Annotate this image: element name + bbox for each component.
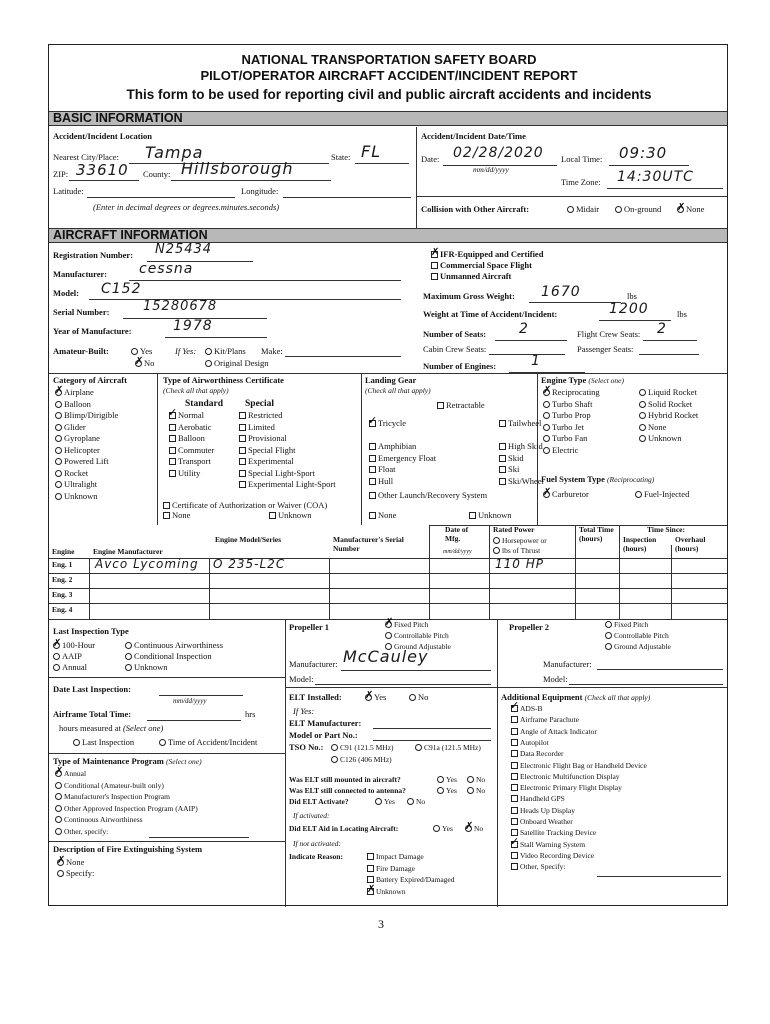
landing-note: (Check all that apply) <box>365 386 431 395</box>
equip-option-7[interactable]: Electronic Primary Flight Display <box>511 784 622 793</box>
lgr-option-3[interactable]: Skid <box>499 454 524 464</box>
fire-title: Description of Fire Extinguishing System <box>53 844 203 854</box>
last-insp-date-fmt: mm/dd/yyyy <box>173 697 207 705</box>
standard-heading: Standard <box>185 399 224 409</box>
th-since: Time Since: <box>647 525 685 534</box>
weight-unit: lbs <box>677 309 687 319</box>
elt-q4: Did ELT Aid in Locating Aircraft: <box>289 824 399 833</box>
etr-option-4[interactable]: Unknown <box>639 434 682 444</box>
elt-q4-yes[interactable]: Yes <box>433 825 453 834</box>
reasons-option-3[interactable]: ✗Unknown <box>367 888 406 897</box>
prop1-model-label: Model: <box>289 674 314 684</box>
insp-aaip[interactable]: AAIP <box>53 652 82 662</box>
maint-option-3[interactable]: Other Approved Inspection Program (AAIP) <box>55 805 198 814</box>
elt-q1-no[interactable]: No <box>467 776 485 785</box>
city-label: Nearest City/Place: <box>53 152 119 162</box>
etl-option-0[interactable]: ✗Reciprocating <box>543 388 600 398</box>
latitude-label: Latitude: <box>53 186 84 196</box>
page-number: 3 <box>378 917 384 931</box>
elt-ifact: If activated: <box>293 811 330 820</box>
equip-option-12[interactable]: ✓Stall Warning System <box>511 841 585 850</box>
maint-option-2[interactable]: Manufacturer's Inspection Program <box>55 793 170 802</box>
weight-value[interactable]: 1200 <box>609 301 649 317</box>
th-hp[interactable]: Horsepower or <box>493 537 547 546</box>
lgl-option-5[interactable]: Hull <box>369 477 393 487</box>
equip-option-11[interactable]: Satellite Tracking Device <box>511 829 596 838</box>
th-date: Date of Mfg. <box>445 525 469 543</box>
cat-option-4[interactable]: Gyroplane <box>55 434 100 444</box>
prop2-mfr-label: Manufacturer: <box>543 659 592 669</box>
hours-measured-label: hours measured at (Select one) <box>59 723 164 733</box>
zip-value[interactable]: 33610 <box>76 161 129 179</box>
report-form <box>48 44 728 906</box>
spc-option-1[interactable]: Limited <box>239 423 275 433</box>
th-inspection: Inspection (hours) <box>623 535 657 553</box>
cat-option-0[interactable]: ✗Airplane <box>55 388 94 398</box>
none-option[interactable]: ✗ None <box>677 205 704 215</box>
timezone-value[interactable]: 14:30UTC <box>617 169 694 185</box>
spc-option-3[interactable]: Special Flight <box>239 446 295 456</box>
elt-q3: Did ELT Activate? <box>289 797 349 806</box>
maint-option-4[interactable]: Continuous Airworthiness <box>55 816 143 825</box>
amateur-ifyes: If Yes: <box>175 346 197 356</box>
cabin-crew-label: Cabin Crew Seats: <box>423 344 487 354</box>
th-thrust[interactable]: lbs of Thrust <box>493 547 540 556</box>
special-heading: Special <box>245 399 275 409</box>
elt-installed-label: ELT Installed: <box>289 692 342 702</box>
onground-option[interactable]: On-ground <box>615 205 661 215</box>
kit-option[interactable]: Kit/Plans <box>205 347 246 357</box>
elt-q3-yes[interactable]: Yes <box>375 798 395 807</box>
insp-annual[interactable]: Annual <box>53 663 87 673</box>
cat-option-2[interactable]: Blimp/Dirigible <box>55 411 118 421</box>
th-overhaul: Overhaul (hours) <box>675 535 706 553</box>
engines-value[interactable]: 1 <box>531 353 541 369</box>
maint-option-1[interactable]: Conditional (Amateur-built only) <box>55 782 164 791</box>
etl-option-2[interactable]: Turbo Prop <box>543 411 591 421</box>
zip-label: ZIP: <box>53 169 69 179</box>
elt-q2-no[interactable]: No <box>467 787 485 796</box>
airframe-time-label: Airframe Total Time: <box>53 709 132 719</box>
county-label: County: <box>143 169 171 179</box>
prop1-ground[interactable]: Ground Adjustable <box>385 643 451 652</box>
elt-c91[interactable]: C91 (121.5 MHz) <box>331 744 394 753</box>
elt-c126[interactable]: C126 (406 MHz) <box>331 756 392 765</box>
datetime-title: Accident/Incident Date/Time <box>421 131 526 141</box>
landing-title: Landing Gear <box>365 375 417 385</box>
equip-option-3[interactable]: Autopilot <box>511 739 549 748</box>
spc-option-6[interactable]: Experimental Light-Sport <box>239 480 336 490</box>
equip-option-0[interactable]: ✓ADS-B <box>511 705 543 714</box>
equip-option-5[interactable]: Electronic Flight Bag or Handheld Device <box>511 762 647 771</box>
seats-value[interactable]: 2 <box>519 321 529 337</box>
mgw-unit: lbs <box>627 291 637 301</box>
amateur-label: Amateur-Built: <box>53 346 109 356</box>
elt-model-label: Model or Part No.: <box>289 730 358 740</box>
cat-option-3[interactable]: Glider <box>55 423 86 433</box>
engine-row-4-label: Eng. 4 <box>52 605 73 614</box>
date-label: Date: <box>421 154 440 164</box>
equip-option-2[interactable]: Angle of Attack Indicator <box>511 728 597 737</box>
state-value[interactable]: FL <box>361 142 382 161</box>
equip-option-6[interactable]: Electronic Multifunction Display <box>511 773 620 782</box>
unmanned-option[interactable]: Unmanned Aircraft <box>431 272 511 282</box>
prop2-model-label: Model: <box>543 674 568 684</box>
weight-label: Weight at Time of Accident/Incident: <box>423 309 558 319</box>
etl-option-3[interactable]: Turbo Jet <box>543 423 584 433</box>
lgr-option-0[interactable]: Tailwheel <box>499 419 541 429</box>
insp-unknown[interactable]: Unknown <box>125 663 168 673</box>
other-launch-option[interactable]: Other Launch/Recovery System <box>369 491 487 501</box>
insp-conditional[interactable]: Conditional Inspection <box>125 652 212 662</box>
prop2-fixed[interactable]: Fixed Pitch <box>605 621 648 630</box>
date-format: mm/dd/yyyy <box>473 165 509 174</box>
th-engine: Engine <box>52 547 75 556</box>
fuel-title: Fuel System Type (Reciprocating) <box>541 474 655 484</box>
location-title: Accident/Incident Location <box>53 131 152 141</box>
elt-ifnot: If not activated: <box>293 839 341 848</box>
amateur-no[interactable]: ✗No <box>135 359 154 369</box>
measured-time-acc[interactable]: Time of Accident/Incident <box>159 738 257 748</box>
model-label: Model: <box>53 288 79 298</box>
etl-option-1[interactable]: Turbo Shaft <box>543 400 593 410</box>
engines-label: Number of Engines: <box>423 361 497 371</box>
elt-q3-no[interactable]: No <box>407 798 425 807</box>
equip-option-9[interactable]: Heads Up Display <box>511 807 575 816</box>
make-label: Make: <box>261 346 283 356</box>
state-label: State: <box>331 152 351 162</box>
local-time-label: Local Time: <box>561 154 603 164</box>
equip-option-13[interactable]: Video Recording Device <box>511 852 594 861</box>
elt-c91a[interactable]: C91a (121.5 MHz) <box>415 744 481 753</box>
reasons-option-0[interactable]: Impact Damage <box>367 853 424 862</box>
elt-q2-yes[interactable]: Yes <box>437 787 457 796</box>
insp-100-hour[interactable]: ✗100-Hour <box>53 641 95 651</box>
th-total: Total Time (hours) <box>579 525 614 543</box>
lgr-option-2[interactable]: High Skid <box>499 442 543 452</box>
reasons-option-2[interactable]: Battery Expired/Damaged <box>367 876 455 885</box>
lgl-option-2[interactable]: Amphibian <box>369 442 416 452</box>
elt-tso-label: TSO No.: <box>289 742 324 752</box>
amateur-yes[interactable]: Yes <box>131 347 152 357</box>
cat-option-6[interactable]: Powered Lift <box>55 457 109 467</box>
cat-option-1[interactable]: Balloon <box>55 400 91 410</box>
etr-option-2[interactable]: Hybrid Rocket <box>639 411 698 421</box>
ifr-option[interactable]: ✗IFR-Equipped and Certified <box>431 250 543 260</box>
equip-option-8[interactable]: Handheld GPS <box>511 795 565 804</box>
flight-crew-value[interactable]: 2 <box>657 321 667 337</box>
inspection-title: Last Inspection Type <box>53 626 129 636</box>
elt-mfr-label: ELT Manufacturer: <box>289 718 362 728</box>
original-design-option[interactable]: Original Design <box>205 359 269 369</box>
agency-title: NATIONAL TRANSPORTATION SAFETY BOARD <box>241 52 537 67</box>
prop2-ground[interactable]: Ground Adjustable <box>605 643 671 652</box>
year-value[interactable]: 1978 <box>173 318 213 334</box>
elt-yes[interactable]: ✗ Yes <box>365 693 386 703</box>
coa-option[interactable]: Certificate of Authorization or Waiver (COA) <box>163 501 327 511</box>
category-title: Category of Aircraft <box>53 375 127 385</box>
etl-option-5[interactable]: Electric <box>543 446 578 456</box>
elt-reason-label: Indicate Reason: <box>289 852 343 861</box>
cat-option-7[interactable]: Rocket <box>55 469 88 479</box>
aw-none-option[interactable]: None <box>163 511 190 521</box>
lg-unknown-option[interactable]: Unknown <box>469 511 512 521</box>
elt-q4-no[interactable]: ✗ No <box>465 825 483 834</box>
mfr-value[interactable]: cessna <box>139 261 194 277</box>
commercial-space-option[interactable]: Commercial Space Flight <box>431 261 532 271</box>
maint-title: Type of Maintenance Program (Select one) <box>53 756 202 766</box>
fire-specify[interactable]: Specify: <box>57 869 94 879</box>
elt-ifyes: If Yes: <box>293 706 315 716</box>
elt-q1-yes[interactable]: Yes <box>437 776 457 785</box>
aw-unknown-option[interactable]: Unknown <box>269 511 312 521</box>
prop1-label: Propeller 1 <box>289 622 330 632</box>
basic-info-header: BASIC INFORMATION <box>49 111 727 126</box>
equip-option-14[interactable]: Other, Specify: <box>511 863 566 872</box>
lg-none-option[interactable]: None <box>369 511 396 521</box>
reasons-option-1[interactable]: Fire Damage <box>367 865 415 874</box>
local-time-value[interactable]: 09:30 <box>619 144 668 162</box>
lgr-option-5[interactable]: Ski/Wheel <box>499 477 544 487</box>
retractable-option[interactable]: Retractable <box>437 401 485 411</box>
airworthiness-title: Type of Airworthiness Certificate <box>163 375 284 385</box>
engine-row-3-label: Eng. 3 <box>52 590 73 599</box>
seats-label: Number of Seats: <box>423 329 487 339</box>
lgl-option-0[interactable]: ✓Tricycle <box>369 419 406 429</box>
insp-continuous[interactable]: Continuous Airworthiness <box>125 641 223 651</box>
mgw-value[interactable]: 1670 <box>541 284 581 300</box>
prop1-mfr-label: Manufacturer: <box>289 659 338 669</box>
coord-note: (Enter in decimal degrees or degrees.minutes.seconds) <box>93 202 280 212</box>
engine-row-1-model[interactable]: O 235-L2C <box>213 557 286 571</box>
airworthiness-note: (Check all that apply) <box>163 386 229 395</box>
engine-type-title: Engine Type (Select one) <box>541 375 625 385</box>
prop1-controllable[interactable]: Controllable Pitch <box>385 632 449 641</box>
prop1-mfr-value[interactable]: McCauley <box>343 647 429 666</box>
timezone-label: Time Zone: <box>561 177 601 187</box>
spc-option-5[interactable]: Special Light-Sport <box>239 469 315 479</box>
equip-title: Additional Equipment (Check all that apply) <box>501 692 651 702</box>
midair-option[interactable]: Midair <box>567 205 599 215</box>
last-insp-date-label: Date Last Inspection: <box>53 684 131 694</box>
std-option-3[interactable]: Commuter <box>169 446 214 456</box>
cat-option-5[interactable]: Helicopter <box>55 446 100 456</box>
equip-option-1[interactable]: Airframe Parachute <box>511 716 579 725</box>
cat-option-8[interactable]: Ultralight <box>55 480 97 490</box>
year-label: Year of Manufacture: <box>53 326 132 336</box>
longitude-label: Longitude: <box>241 186 279 196</box>
elt-no[interactable]: No <box>409 693 428 703</box>
lgl-option-3[interactable]: Emergency Float <box>369 454 436 464</box>
fire-none[interactable]: ✗None <box>57 858 84 868</box>
engine-row-2-label: Eng. 2 <box>52 575 73 584</box>
std-option-0[interactable]: ✓Normal <box>169 411 204 421</box>
lgr-option-4[interactable]: Ski <box>499 465 519 475</box>
prop2-controllable[interactable]: Controllable Pitch <box>605 632 669 641</box>
engine-row-1-power[interactable]: 110 HP <box>495 557 544 571</box>
model-value[interactable]: C152 <box>101 281 142 297</box>
reg-label: Registration Number: <box>53 250 134 260</box>
etr-option-1[interactable]: Solid Rocket <box>639 400 692 410</box>
lgl-option-4[interactable]: Float <box>369 465 395 475</box>
carburetor-option[interactable]: ✗Carburetor <box>543 490 589 500</box>
th-serial: Manufacturer's Serial Number <box>333 535 404 553</box>
prop2-label: Propeller 2 <box>509 622 550 632</box>
county-value[interactable]: Hillsborough <box>181 159 294 178</box>
city-value[interactable]: Tampa <box>145 143 204 162</box>
spc-option-0[interactable]: Restricted <box>239 411 282 421</box>
collision-label: Collision with Other Aircraft: <box>421 204 530 214</box>
flight-crew-label: Flight Crew Seats: <box>577 329 641 339</box>
std-option-1[interactable]: Aerobatic <box>169 423 212 433</box>
form-title: PILOT/OPERATOR AIRCRAFT ACCIDENT/INCIDENT REPORT <box>200 68 578 83</box>
serial-value[interactable]: 15280678 <box>143 299 218 314</box>
mfr-label: Manufacturer: <box>53 269 108 279</box>
maint-option-5[interactable]: Other, specify: <box>55 828 108 837</box>
spc-option-2[interactable]: Provisional <box>239 434 287 444</box>
etr-option-3[interactable]: None <box>639 423 666 433</box>
elt-q1: Was ELT still mounted in aircraft? <box>289 775 401 784</box>
th-model: Engine Model/Series <box>215 535 282 544</box>
reg-value[interactable]: N25434 <box>155 242 213 257</box>
date-value[interactable]: 02/28/2020 <box>453 145 544 161</box>
maint-option-0[interactable]: ✗Annual <box>55 770 86 779</box>
airframe-hrs: hrs <box>245 709 256 719</box>
th-power: Rated Power <box>493 525 535 534</box>
spc-option-4[interactable]: Experimental <box>239 457 294 467</box>
engine-row-1-mfr[interactable]: Avco Lycoming <box>95 557 199 571</box>
elt-q2: Was ELT still connected to antenna? <box>289 786 406 795</box>
equip-option-4[interactable]: Data Recorder <box>511 750 564 759</box>
fuel-injected-option[interactable]: Fuel-Injected <box>635 490 689 500</box>
etl-option-4[interactable]: Turbo Fan <box>543 434 587 444</box>
std-option-4[interactable]: Transport <box>169 457 211 467</box>
serial-label: Serial Number: <box>53 307 110 317</box>
form-subtitle: This form to be used for reporting civil and public aircraft accidents and incidents <box>126 87 652 102</box>
measured-last-insp[interactable]: Last Inspection <box>73 738 134 748</box>
th-mfr: Engine Manufacturer <box>93 547 163 556</box>
std-option-5[interactable]: Utility <box>169 469 200 479</box>
prop1-fixed[interactable]: ✗ Fixed Pitch <box>385 621 428 630</box>
th-date-fmt: mm/dd/yyyy <box>443 549 472 555</box>
etr-option-0[interactable]: Liquid Rocket <box>639 388 697 398</box>
passenger-label: Passenger Seats: <box>577 344 634 354</box>
engine-row-1-label: Eng. 1 <box>52 560 73 569</box>
mgw-label: Maximum Gross Weight: <box>423 291 515 301</box>
std-option-2[interactable]: Balloon <box>169 434 205 444</box>
cat-option-9[interactable]: Unknown <box>55 492 98 502</box>
equip-option-10[interactable]: Onboard Weather <box>511 818 573 827</box>
aircraft-info-header: AIRCRAFT INFORMATION <box>49 228 727 243</box>
